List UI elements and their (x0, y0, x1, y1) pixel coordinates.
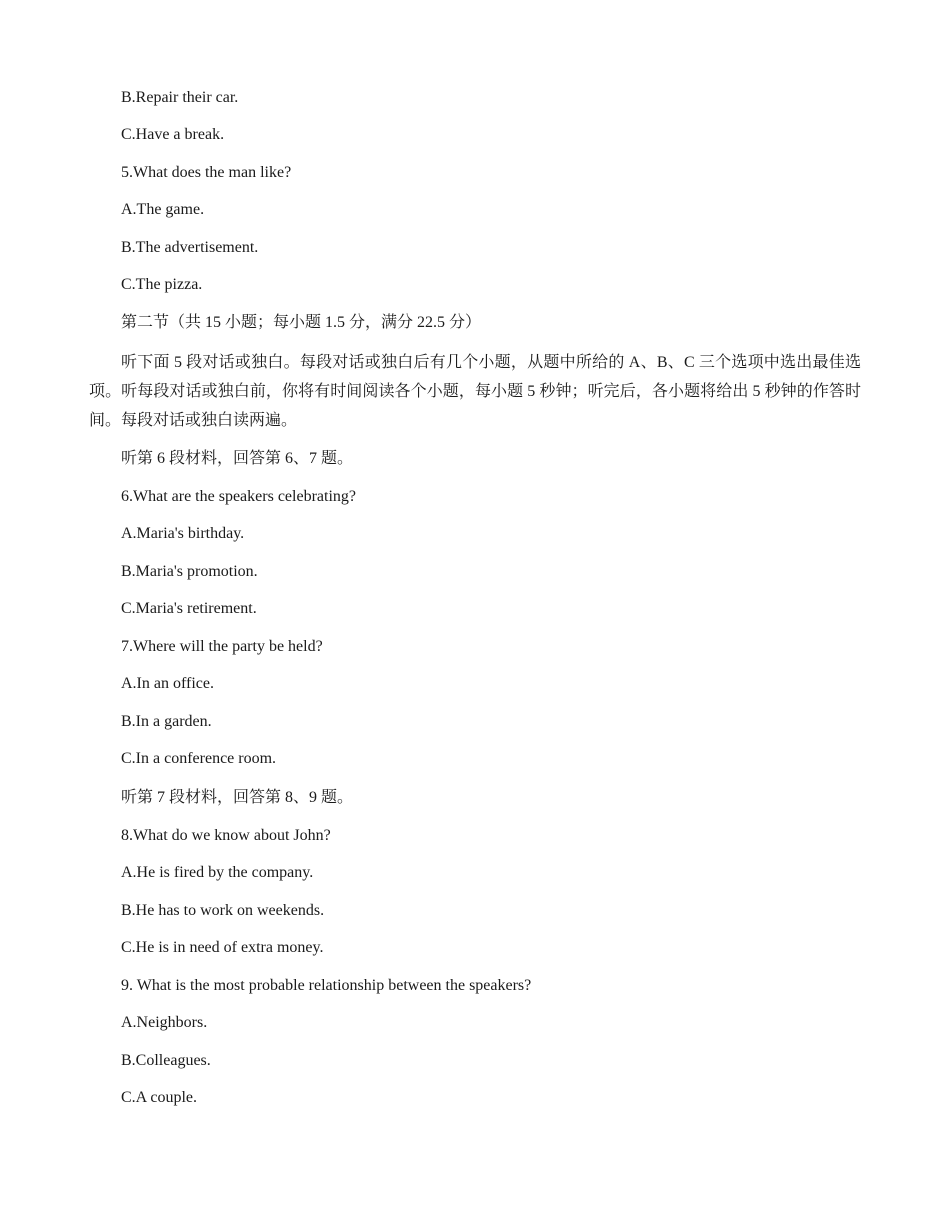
option-9b: B.Colleagues. (121, 1052, 211, 1069)
option-7b: B.In a garden. (121, 713, 212, 730)
option-6c: C.Maria's retirement. (121, 600, 257, 617)
option-7c: C.In a conference room. (121, 750, 277, 767)
option-5b: B.The advertisement. (121, 239, 259, 256)
option-8a: A.He is fired by the company. (121, 864, 314, 881)
option-4b: B.Repair their car. (121, 89, 239, 106)
question-9: 9. What is the most probable relationship between the speakers? (121, 977, 532, 994)
option-9a: A.Neighbors. (121, 1014, 208, 1031)
section-heading: 第二节（共 15 小题；每小题 1.5 分，满分 22.5 分） (121, 314, 482, 331)
question-7: 7.Where will the party be held? (121, 638, 323, 655)
question-5: 5.What does the man like? (121, 164, 292, 181)
option-8c: C.He is in need of extra money. (121, 939, 324, 956)
option-5c: C.The pizza. (121, 276, 203, 293)
option-8b: B.He has to work on weekends. (121, 902, 325, 919)
option-7a: A.In an office. (121, 675, 214, 692)
option-9c: C.A couple. (121, 1089, 197, 1106)
option-5a: A.The game. (121, 201, 205, 218)
question-8: 8.What do we know about John? (121, 827, 331, 844)
material-6-heading: 听第 6 段材料，回答第 6、7 题。 (121, 450, 354, 467)
section-instructions: 听下面 5 段对话或独白。每段对话或独白后有几个小题，从题中所给的 A、B、C 三个选项中选出最佳选项。听每段对话或独白前，你将有时间阅读各个小题，每小题 5 秒钟；听完后，各小题将给出 5 秒钟的作答时间。每段对话或独白读两遍。 (89, 354, 861, 429)
option-6b: B.Maria's promotion. (121, 563, 258, 580)
material-7-heading: 听第 7 段材料，回答第 8、9 题。 (121, 789, 354, 806)
option-4c: C.Have a break. (121, 126, 225, 143)
option-6a: A.Maria's birthday. (121, 525, 245, 542)
question-6: 6.What are the speakers celebrating? (121, 488, 356, 505)
